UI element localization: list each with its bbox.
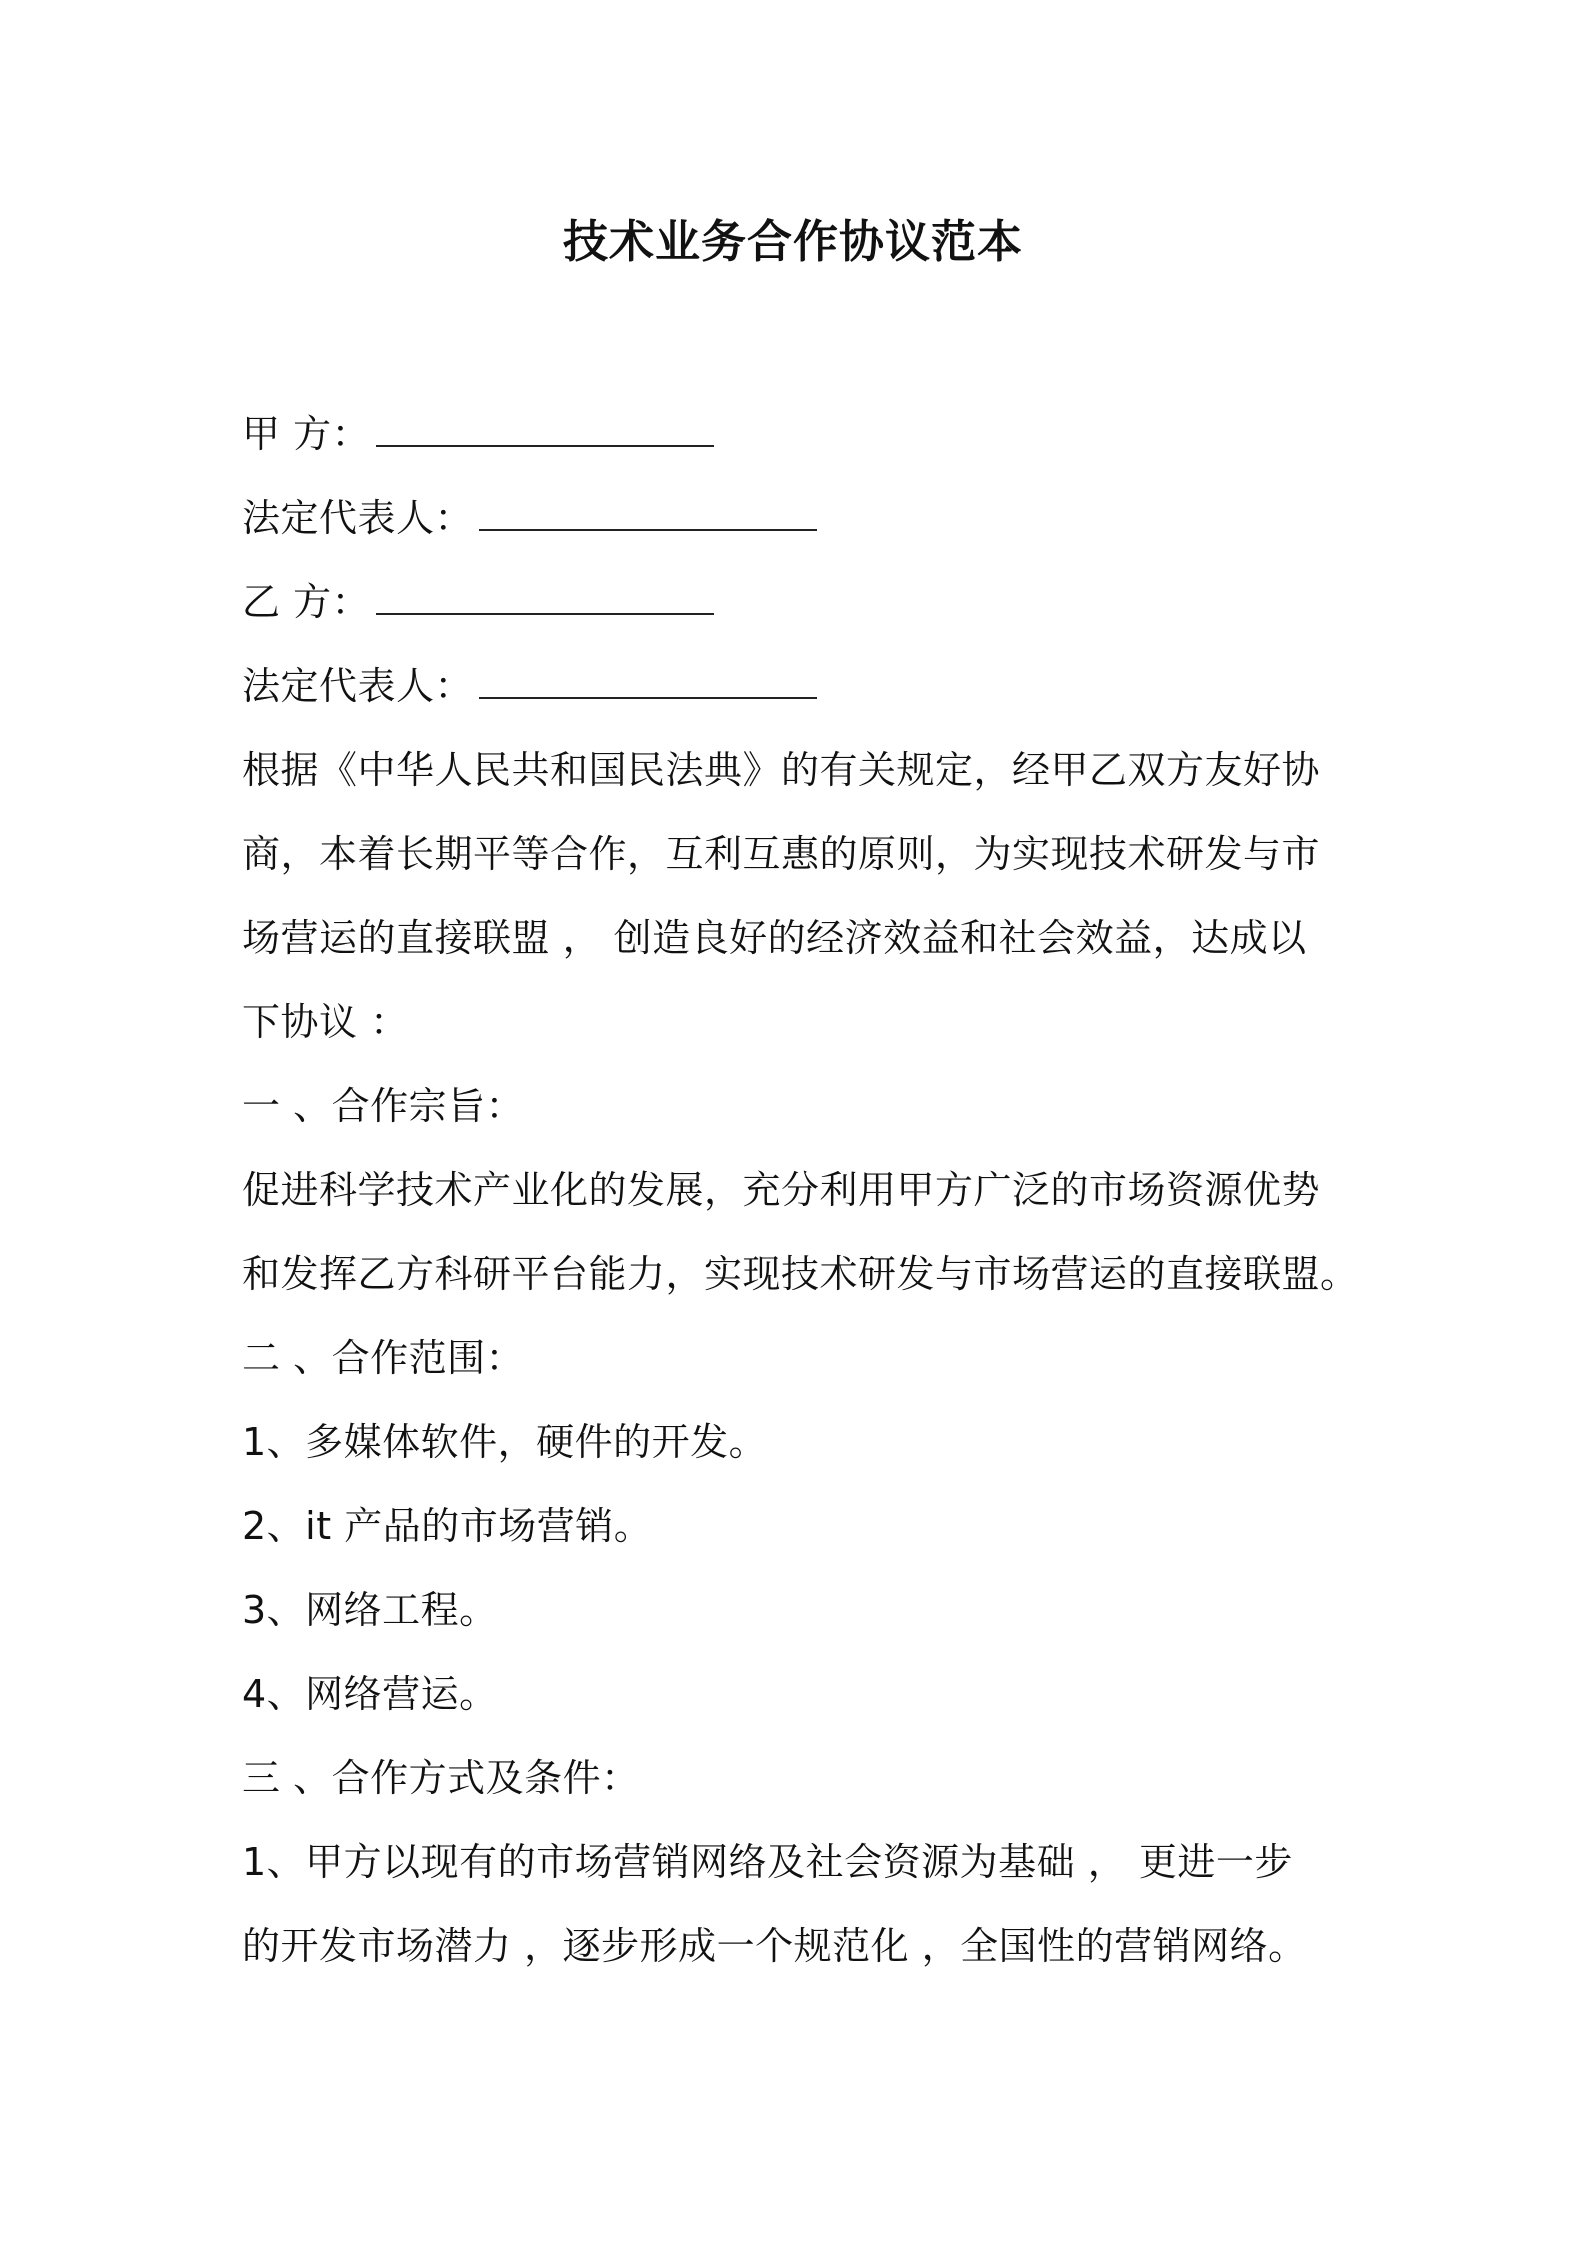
party-a-blank[interactable] [376,411,714,447]
party-a-field [242,408,1382,460]
party-b-field [242,576,1382,628]
section-text-line: 促进科学技术产业化的发展，充分利用甲方广泛的市场资源优势 [242,1168,1321,1212]
party-a-representative-label: 法定代表人： [242,496,474,540]
list-item: 3、网络工程。 [242,1588,498,1632]
intro-line: 场营运的直接联盟 ， 创造良好的经济效益和社会效益，达成以 [242,916,1307,960]
list-item: 1、多媒体软件，硬件的开发。 [242,1420,768,1464]
section-text-line: 1、甲方以现有的市场营销网络及社会资源为基础 ， 更进一步 [242,1840,1293,1884]
section-heading: 一 、合作宗旨： [242,1084,525,1128]
document-title: 技术业务合作协议范本 [562,215,1023,268]
intro-line: 商，本着长期平等合作，互利互惠的原则，为实现技术研发与市 [242,832,1321,876]
list-item: 4、网络营运。 [242,1672,498,1716]
list-item: 2、it 产品的市场营销。 [242,1504,653,1548]
section-text-line: 和发挥乙方科研平台能力，实现技术研发与市场营运的直接联盟。 [242,1252,1359,1296]
party-a-representative-blank[interactable] [479,495,817,531]
intro-line: 下协议 ： [242,1000,409,1044]
party-b-representative-field [242,660,1382,712]
party-b-representative-label: 法定代表人： [242,664,474,708]
section-heading: 二 、合作范围： [242,1336,525,1380]
intro-line: 根据《中华人民共和国民法典》的有关规定，经甲乙双方友好协 [242,748,1321,792]
party-b-blank[interactable] [376,579,714,615]
party-a-label: 甲 方： [242,412,371,456]
party-a-representative-field [242,492,1382,544]
party-b-label: 乙 方： [242,580,371,624]
section-heading: 三 、合作方式及条件： [242,1756,640,1800]
section-text-line: 的开发市场潜力 ，逐步形成一个规范化 ，全国性的营销网络。 [242,1924,1307,1968]
party-b-representative-blank[interactable] [479,663,817,699]
